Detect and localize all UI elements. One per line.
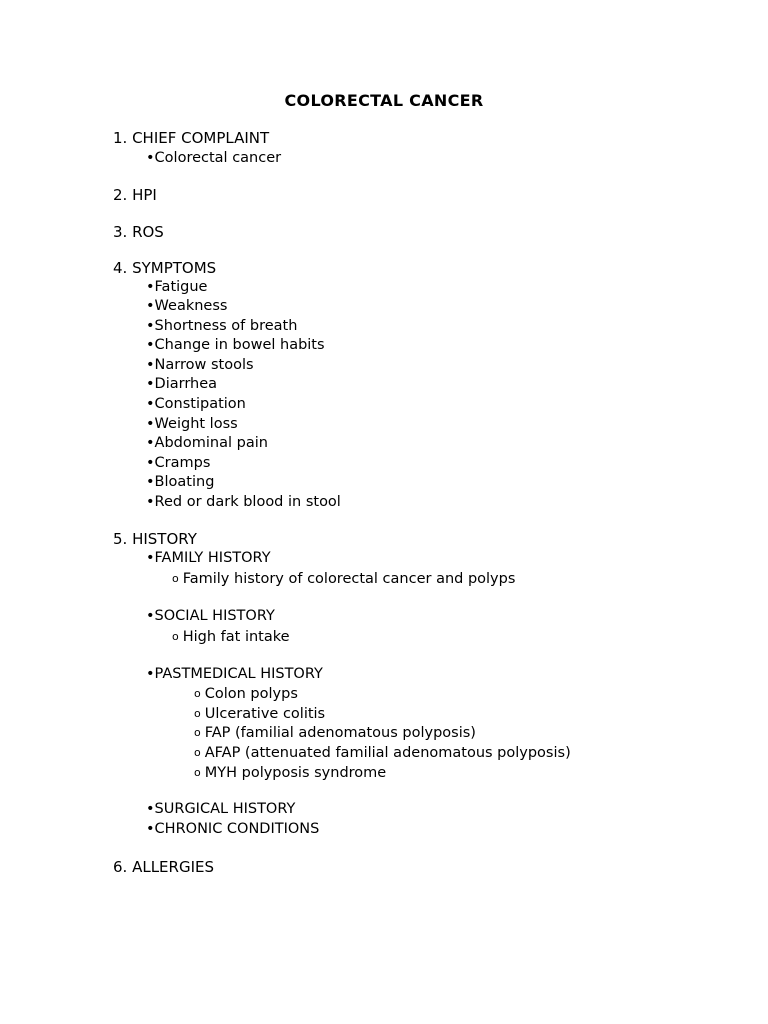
sub-bullet-icon: o xyxy=(172,572,179,585)
list-item-text: MYH polyposis syndrome xyxy=(204,765,387,781)
list-item: •Cramps xyxy=(146,455,211,471)
subsection-surgical-history: •SURGICAL HISTORY xyxy=(146,801,296,817)
subsection-past-medical-history: •PASTMEDICAL HISTORY xyxy=(146,666,323,682)
section-heading-symptoms: 4. SYMPTOMS xyxy=(113,259,217,277)
subsection-social-history: •SOCIAL HISTORY xyxy=(146,608,275,624)
list-item xyxy=(194,704,325,724)
list-item xyxy=(194,684,298,704)
list-item-text: FAP (familial adenomatous polyposis) xyxy=(204,725,476,741)
list-item xyxy=(194,763,386,783)
sub-bullet-icon: o xyxy=(194,746,201,759)
section-heading-allergies: 6. ALLERGIES xyxy=(113,858,215,876)
list-item: •Shortness of breath xyxy=(146,318,298,334)
list-item-text: High fat intake xyxy=(182,629,290,645)
list-item: •Fatigue xyxy=(146,279,208,295)
list-item: •Weakness xyxy=(146,298,228,314)
list-item xyxy=(172,627,290,647)
sub-bullet-icon: o xyxy=(194,766,201,779)
section-heading-history: 5. HISTORY xyxy=(113,530,197,548)
subsection-chronic-conditions: •CHRONIC CONDITIONS xyxy=(146,821,320,837)
section-heading-ros: 3. ROS xyxy=(113,223,164,241)
sub-bullet-icon: o xyxy=(194,726,201,739)
list-item-text: Ulcerative colitis xyxy=(204,706,326,722)
list-item: •Abdominal pain xyxy=(146,435,268,451)
list-item: •Weight loss xyxy=(146,416,238,432)
list-item-text: Colon polyps xyxy=(204,686,298,702)
list-item: •Narrow stools xyxy=(146,357,254,373)
list-item: •Colorectal cancer xyxy=(146,150,282,166)
sub-bullet-icon: o xyxy=(194,687,201,700)
list-item: •Change in bowel habits xyxy=(146,337,325,353)
list-item: •Red or dark blood in stool xyxy=(146,494,341,510)
list-item-text: Family history of colorectal cancer and polyps xyxy=(182,571,516,587)
subsection-family-history: •FAMILY HISTORY xyxy=(146,550,271,566)
document-title: COLORECTAL CANCER xyxy=(284,91,484,110)
list-item xyxy=(194,743,571,763)
list-item: •Constipation xyxy=(146,396,246,412)
list-item xyxy=(172,569,515,589)
list-item xyxy=(194,723,476,743)
sub-bullet-icon: o xyxy=(172,630,179,643)
list-item: •Diarrhea xyxy=(146,376,218,392)
section-heading-hpi: 2. HPI xyxy=(113,186,157,204)
list-item-text: AFAP (attenuated familial adenomatous polyposis) xyxy=(204,745,571,761)
sub-bullet-icon: o xyxy=(194,707,201,720)
section-heading-chief-complaint: 1. CHIEF COMPLAINT xyxy=(113,129,270,147)
list-item: •Bloating xyxy=(146,474,215,490)
